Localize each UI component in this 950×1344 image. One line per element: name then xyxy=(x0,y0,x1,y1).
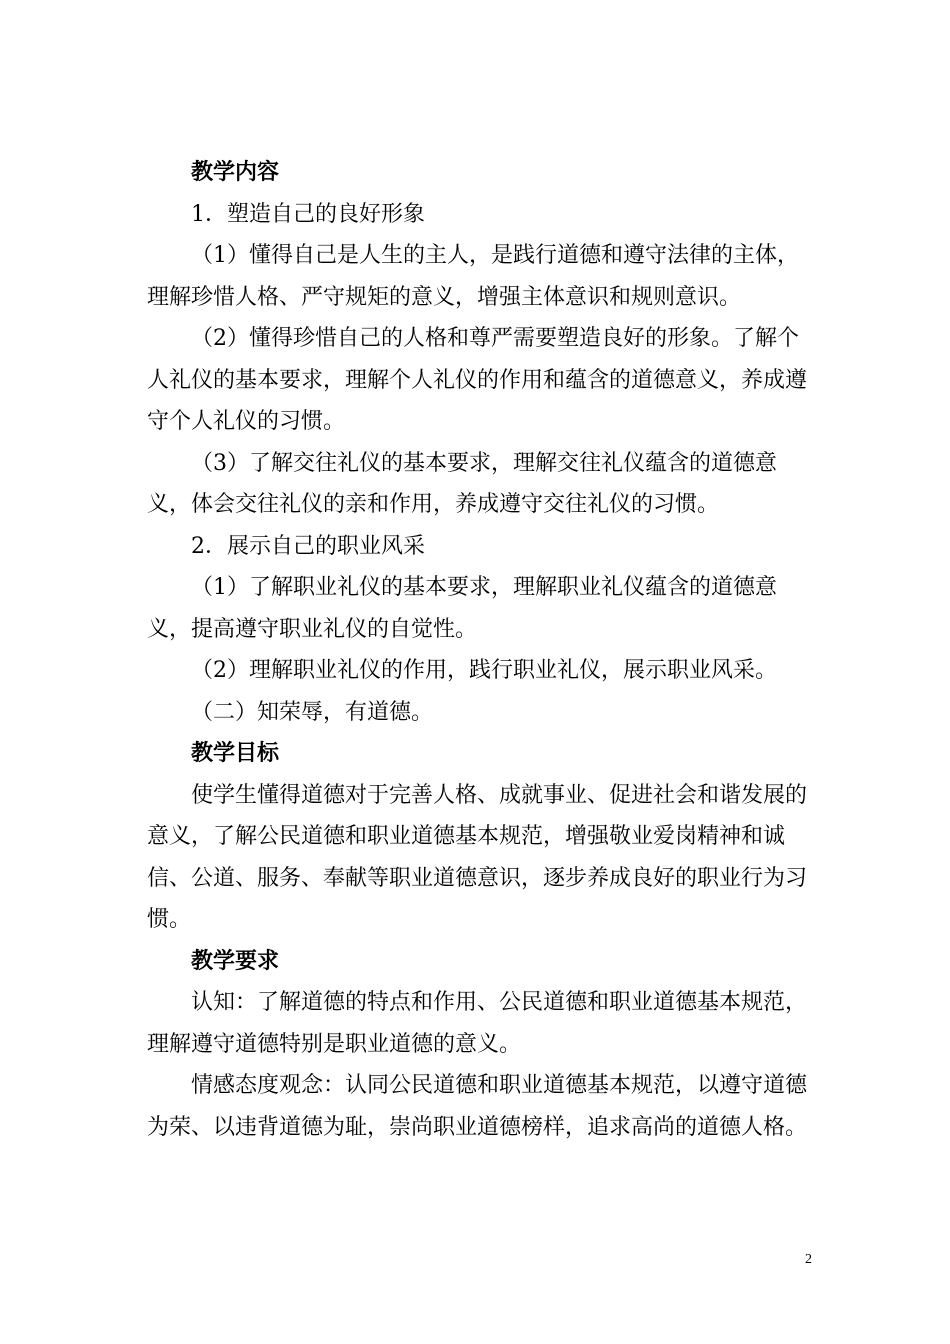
paragraph: 认知：了解道德的特点和作用、公民道德和职业道德基本规范，理解遵守道德特别是职业道德的意义。 xyxy=(147,990,808,1057)
paragraph: （3）了解交往礼仪的基本要求，理解交往礼仪蕴含的道德意义，体会交往礼仪的亲和作用，养成遵守交往礼仪的习惯。 xyxy=(147,450,777,517)
section-heading-requirements: 教学要求 xyxy=(191,948,280,974)
page-number: 2 xyxy=(805,1252,812,1267)
paragraph: 2．展示自己的职业风采 xyxy=(191,533,425,559)
paragraph: （2）理解职业礼仪的作用，践行职业礼仪，展示职业风采。 xyxy=(191,658,777,683)
section-heading-objectives: 教学目标 xyxy=(191,741,280,766)
paragraph: 1．塑造自己的良好形象 xyxy=(191,201,425,227)
paragraph: 使学生懂得道德对于完善人格、成就事业、促进社会和谐发展的意义，了解公民道德和职业道德基本规范，增强敬业爱岗精神和诚信、公道、服务、奉献等职业道德意识，逐步养成良好的职业行为习惯。 xyxy=(147,782,808,932)
paragraph: （1）了解职业礼仪的基本要求，理解职业礼仪蕴含的道德意义，提高遵守职业礼仪的自觉性。 xyxy=(147,575,777,642)
paragraph: （2）懂得珍惜自己的人格和尊严需要塑造良好的形象。了解个人礼仪的基本要求，理解个人礼仪的作用和蕴含的道德意义，养成遵守个人礼仪的习惯。 xyxy=(147,326,808,434)
paragraph: （二）知荣辱，有道德。 xyxy=(191,699,434,725)
document-body xyxy=(147,152,807,1148)
section-heading-content: 教学内容 xyxy=(191,160,280,185)
paragraph: 情感态度观念：认同公民道德和职业道德基本规范，以遵守道德为荣、以违背道德为耻，崇尚职业道德榜样，追求高尚的道德人格。 xyxy=(147,1073,808,1140)
paragraph: （1）懂得自己是人生的主人，是践行道德和遵守法律的主体，理解珍惜人格、严守规矩的意义，增强主体意识和规则意识。 xyxy=(147,243,799,310)
